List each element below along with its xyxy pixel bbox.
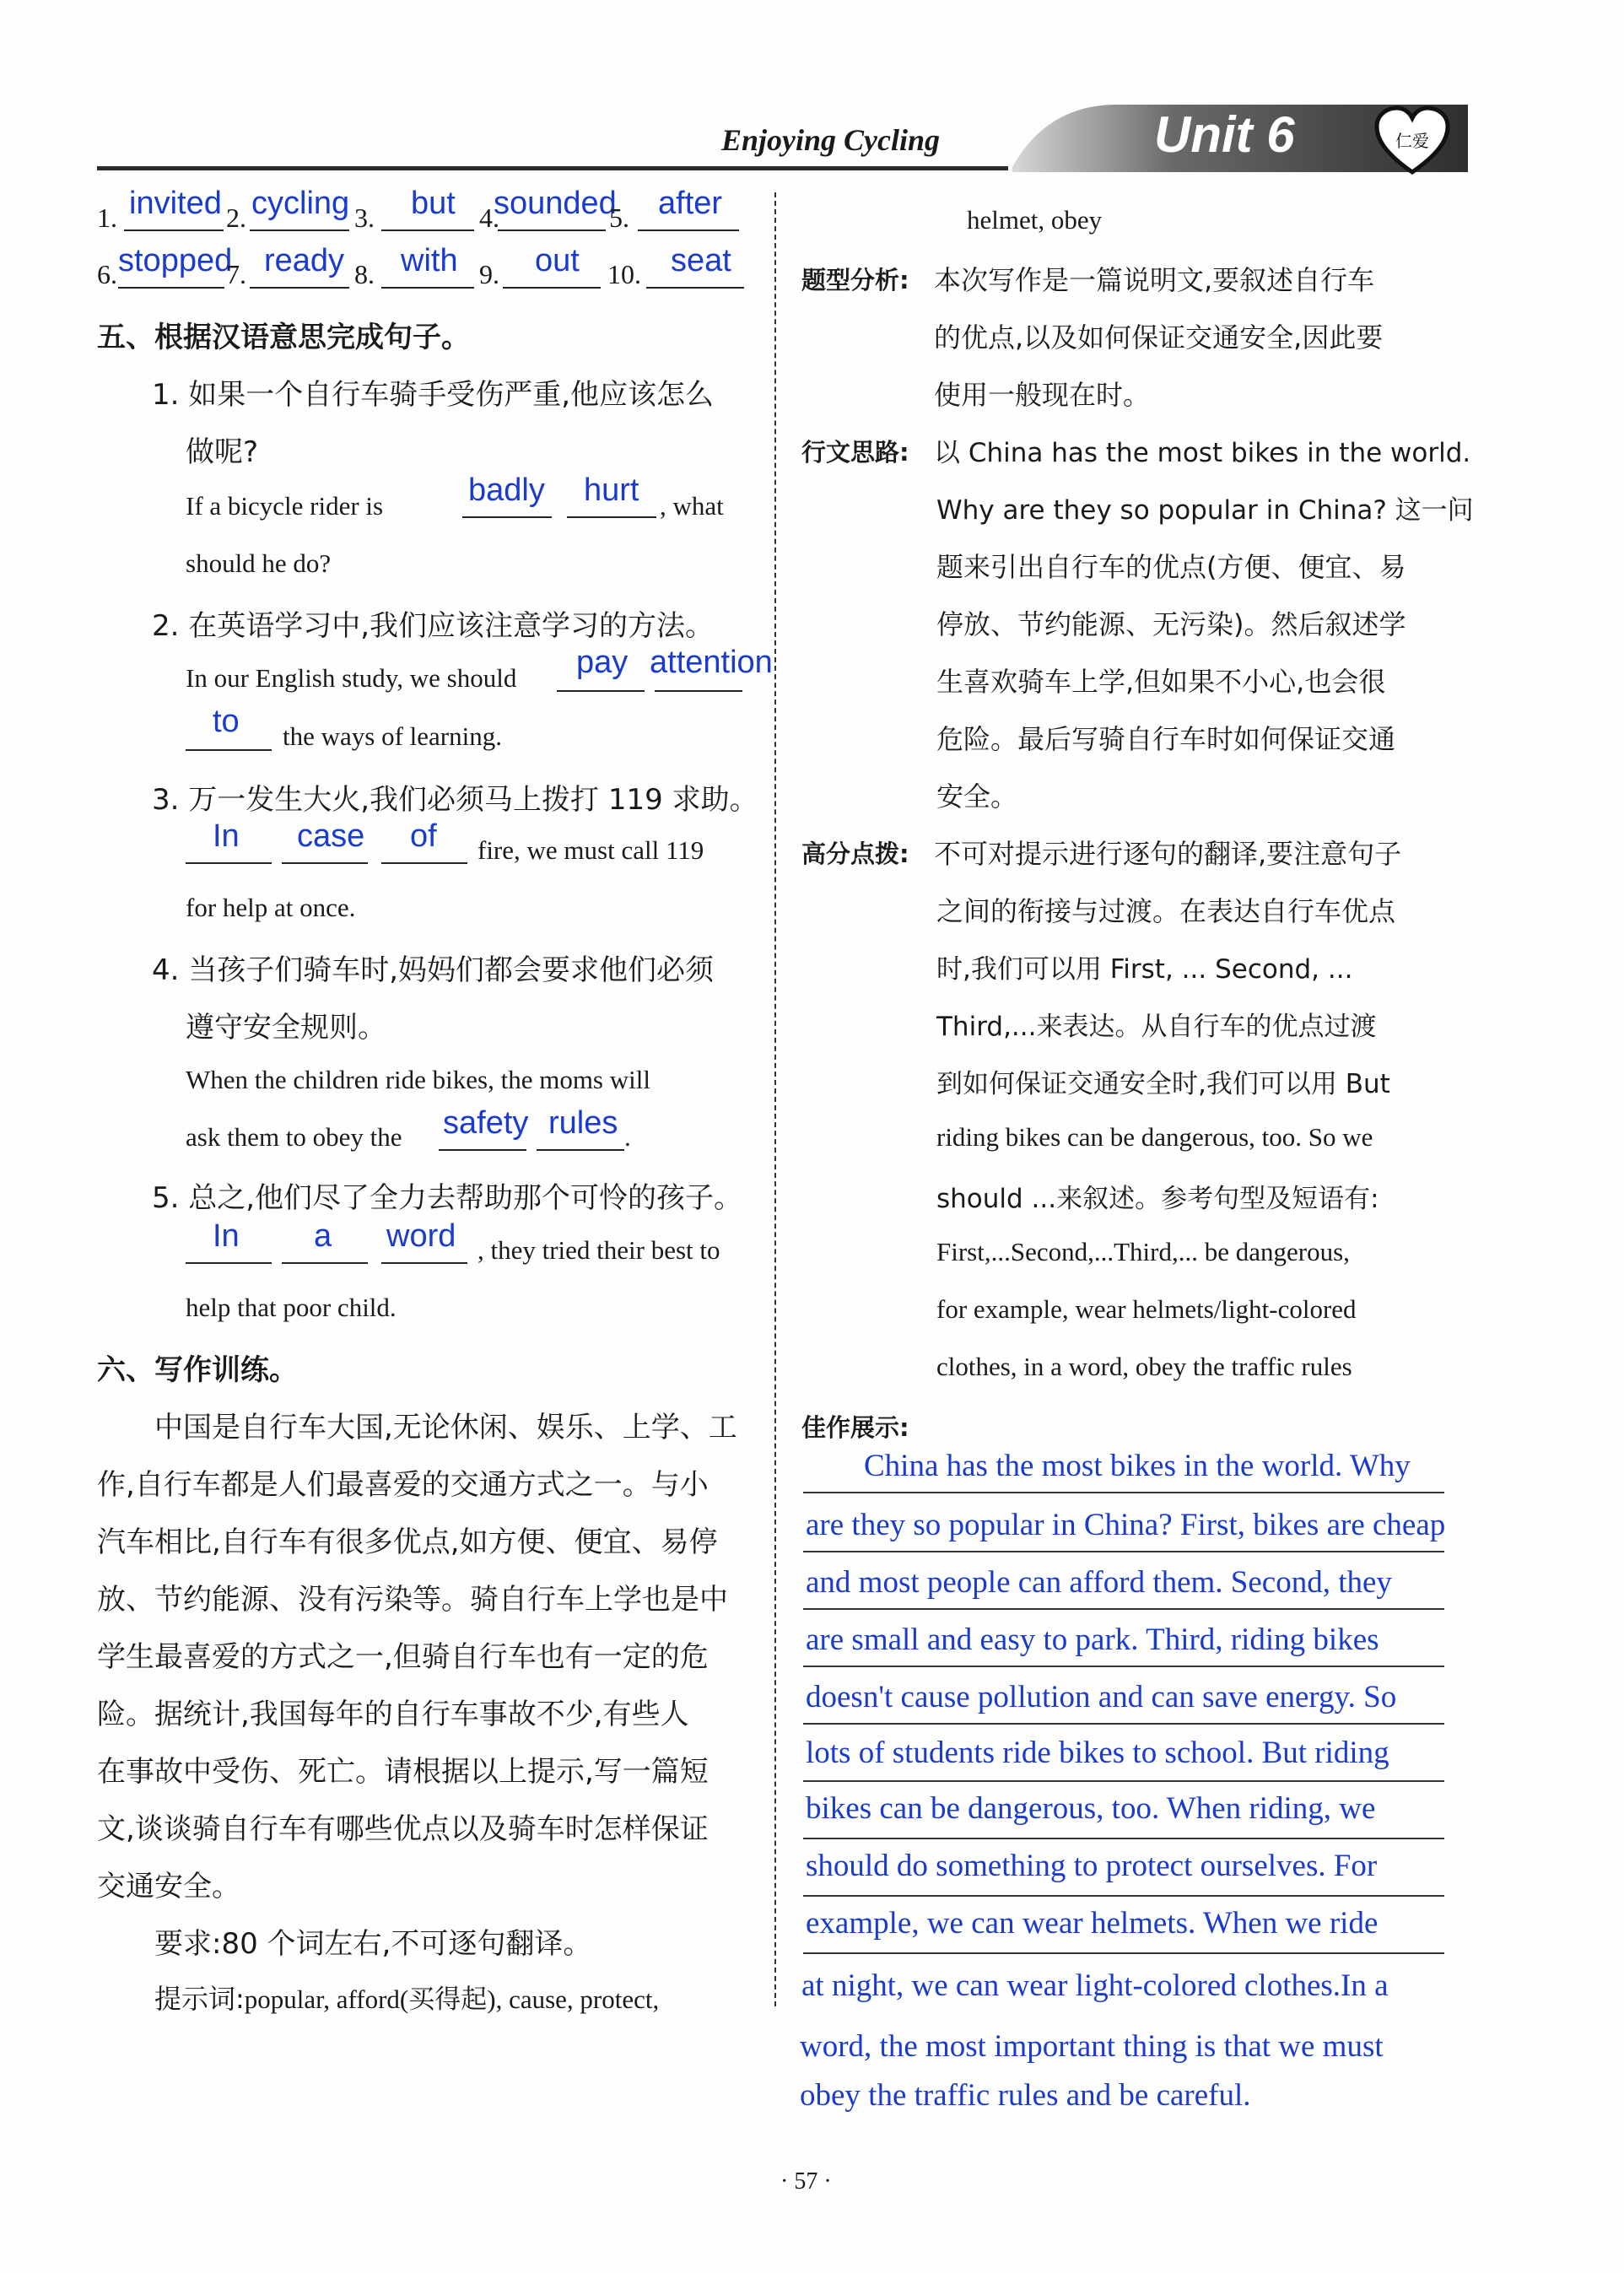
essay-line: and most people can afford them. Second, they	[806, 1565, 1392, 1600]
answer-line	[186, 749, 272, 751]
q1-chinese-line: 1. 如果一个自行车骑手受伤严重,他应该怎么	[152, 378, 715, 412]
answer-line	[381, 862, 467, 864]
q1-english-text: If a bicycle rider is	[186, 491, 384, 521]
tips-line: clothes, in a word, obey the traffic rules	[936, 1352, 1352, 1381]
essay-line: lots of students ride bikes to school. But riding	[806, 1736, 1389, 1770]
answer-line	[462, 516, 552, 518]
answer-line	[186, 862, 272, 864]
answer-line	[503, 287, 601, 289]
essay-rule	[803, 1492, 1444, 1493]
q2-answer: pay	[576, 645, 629, 680]
answer-line	[124, 229, 224, 231]
essay-rule	[803, 1666, 1444, 1667]
answer-line	[537, 1149, 624, 1151]
essay-line: word, the most important thing is that we must	[800, 2029, 1384, 2064]
prompt-line: 作,自行车都是人们最喜爱的交通方式之一。与小	[97, 1468, 709, 1502]
q5-english-text: , they tried their best to	[477, 1235, 720, 1265]
q1-english-text: , what	[660, 491, 724, 521]
tips-line: riding bikes can be dangerous, too. So we	[936, 1122, 1373, 1152]
blank-number: 8.	[354, 259, 375, 289]
q2-answer: to	[213, 704, 240, 739]
tips-line: 时,我们可以用 First, ... Second, ...	[936, 954, 1353, 985]
q5-answer: a	[314, 1218, 332, 1254]
essay-line: doesn't cause pollution and can save energy. So	[806, 1680, 1397, 1714]
hint-words-continued: helmet, obey	[967, 205, 1103, 235]
type-analysis-label: 题型分析:	[801, 266, 909, 294]
blank-answer: but	[411, 186, 456, 221]
tips-line: should ...来叙述。参考句型及短语有:	[936, 1184, 1379, 1214]
q1-english-line: should he do?	[186, 548, 332, 578]
q4-english-text: .	[624, 1122, 631, 1152]
essay-rule	[803, 1608, 1444, 1610]
heart-logo-icon	[1373, 105, 1451, 177]
svg-text:仁爱: 仁爱	[1395, 131, 1429, 151]
blank-number: 10.	[607, 259, 641, 289]
blank-answer: invited	[129, 186, 222, 221]
idea-line: 停放、节约能源、无污染)。然后叙述学	[936, 608, 1406, 640]
q3-english-text: fire, we must call 119	[477, 835, 704, 865]
q2-answer: attention	[650, 645, 773, 680]
q4-english-text: ask them to obey the	[186, 1122, 402, 1152]
tips-line: First,...Second,...Third,... be dangerous,	[936, 1237, 1350, 1266]
hint-line	[154, 1978, 659, 2017]
blank-answer: seat	[671, 243, 731, 278]
essay-rule	[803, 1952, 1444, 1954]
blank-answer: stopped	[118, 243, 233, 278]
q4-english-line: When the children ride bikes, the moms will	[186, 1065, 650, 1094]
answer-line	[381, 287, 474, 289]
q3-answer: case	[297, 818, 365, 854]
blank-number: 3.	[354, 202, 375, 233]
essay-line: are they so popular in China? First, bikes are cheap	[806, 1508, 1446, 1542]
essay-rule	[803, 1895, 1444, 1897]
tips-line: 到如何保证交通安全时,我们可以用 But	[936, 1069, 1390, 1099]
essay-rule	[803, 1723, 1444, 1725]
prompt-line: 交通安全。	[97, 1870, 240, 1903]
q5-answer: word	[386, 1218, 456, 1254]
q3-answer: In	[213, 818, 240, 854]
blank-answer: after	[658, 186, 723, 221]
q1-answer: hurt	[584, 472, 639, 508]
answer-line	[557, 690, 645, 692]
q4-answer: rules	[548, 1105, 618, 1141]
answer-line	[250, 287, 349, 289]
answer-line	[498, 229, 606, 231]
answer-line	[655, 690, 742, 692]
answer-line	[439, 1149, 526, 1151]
q3-english-line: for help at once.	[186, 893, 356, 922]
q2-english-text: In our English study, we should	[186, 663, 517, 693]
essay-line: obey the traffic rules and be careful.	[800, 2078, 1251, 2113]
section5-heading: 五、根据汉语意思完成句子。	[97, 321, 470, 354]
page-number: · 57 ·	[780, 2168, 832, 2195]
sample-label: 佳作展示:	[801, 1413, 909, 1442]
prompt-line: 学生最喜爱的方式之一,但骑自行车也有一定的危	[97, 1640, 709, 1674]
essay-rule	[803, 1551, 1444, 1552]
blank-number: 1.	[97, 202, 117, 233]
idea-line: 题来引出自行车的优点(方便、便宜、易	[936, 551, 1406, 583]
blank-number: 7.	[226, 259, 246, 289]
idea-line: 生喜欢骑车上学,但如果不小心,也会很	[936, 666, 1386, 698]
unit-label: Unit 6	[1154, 106, 1295, 163]
tips-line: for example, wear helmets/light-colored	[936, 1294, 1357, 1324]
blank-answer: cycling	[251, 186, 350, 221]
prompt-line: 放、节约能源、没有污染等。骑自行车上学也是中	[97, 1583, 728, 1617]
answer-line	[186, 1262, 272, 1264]
section6-heading: 六、写作训练。	[97, 1353, 298, 1387]
header-title: Enjoying Cycling	[721, 123, 941, 157]
essay-rule	[803, 1780, 1444, 1782]
essay-line: at night, we can wear light-colored clothes.In a	[801, 1968, 1389, 2003]
blank-number: 4.	[479, 202, 499, 233]
q4-chinese-line: 遵守安全规则。	[186, 1011, 386, 1045]
answer-line	[381, 229, 474, 231]
blank-answer: sounded	[494, 186, 617, 221]
q4-chinese-line: 4. 当孩子们骑车时,妈妈们都会要求他们必须	[152, 953, 715, 987]
q3-chinese-line: 3. 万一发生大火,我们必须马上拨打 119 求助。	[152, 783, 758, 817]
header-rule	[97, 166, 1008, 170]
hint-label: 提示词:	[154, 1983, 245, 2015]
q5-chinese-line: 5. 总之,他们尽了全力去帮助那个可怜的孩子。	[152, 1181, 743, 1215]
analysis-line: 的优点,以及如何保证交通安全,因此要	[934, 321, 1384, 354]
answer-line	[118, 287, 224, 289]
blank-answer: with	[401, 243, 458, 278]
q4-answer: safety	[443, 1105, 529, 1141]
essay-line: bikes can be dangerous, too. When riding, we	[806, 1791, 1376, 1826]
q1-answer: badly	[468, 472, 545, 508]
blank-number: 9.	[479, 259, 499, 289]
answer-line	[250, 229, 349, 231]
blank-number: 5.	[609, 202, 629, 233]
blank-answer: ready	[264, 243, 345, 278]
answer-line	[282, 862, 368, 864]
blank-number: 6.	[97, 259, 117, 289]
answer-line	[567, 516, 656, 518]
q3-answer: of	[410, 818, 437, 854]
answer-line	[646, 287, 744, 289]
essay-rule	[803, 1838, 1444, 1839]
column-divider	[774, 192, 776, 2006]
prompt-line: 在事故中受伤、死亡。请根据以上提示,写一篇短	[97, 1755, 709, 1789]
blank-number: 2.	[226, 202, 246, 233]
q1-chinese-line: 做呢?	[186, 435, 259, 469]
analysis-line: 本次写作是一篇说明文,要叙述自行车	[934, 264, 1375, 296]
answer-line	[282, 1262, 368, 1264]
blank-answer: out	[535, 243, 580, 278]
requirement-line: 要求:80 个词左右,不可逐句翻译。	[154, 1927, 592, 1961]
idea-line: 安全。	[936, 780, 1018, 813]
prompt-line: 汽车相比,自行车有很多优点,如方便、便宜、易停	[97, 1525, 718, 1559]
writing-idea-label: 行文思路:	[801, 438, 909, 467]
essay-line: are small and easy to park. Third, riding bikes	[806, 1622, 1379, 1657]
answer-line	[381, 1262, 467, 1264]
tips-line: 之间的衔接与过渡。在表达自行车优点	[936, 895, 1396, 927]
prompt-line: 中国是自行车大国,无论休闲、娱乐、上学、工	[154, 1411, 737, 1444]
q2-chinese-line: 2. 在英语学习中,我们应该注意学习的方法。	[152, 609, 715, 643]
q2-english-text: the ways of learning.	[283, 721, 502, 751]
essay-line: should do something to protect ourselves. For	[806, 1849, 1378, 1883]
idea-line: 危险。最后写骑自行车时如何保证交通	[936, 723, 1396, 755]
hint-words: popular, afford(买得起), cause, protect,	[244, 1984, 660, 2014]
analysis-line: 使用一般现在时。	[934, 379, 1151, 411]
idea-line: 以 China has the most bikes in the world.	[934, 438, 1471, 468]
essay-line: example, we can wear helmets. When we ride	[806, 1906, 1379, 1941]
tips-label: 高分点拨:	[801, 840, 909, 868]
idea-line: Why are they so popular in China? 这一问	[936, 495, 1474, 526]
tips-line: Third,...来表达。从自行车的优点过渡	[936, 1012, 1377, 1042]
prompt-line: 文,谈谈骑自行车有哪些优点以及骑车时怎样保证	[97, 1812, 709, 1846]
q5-english-line: help that poor child.	[186, 1293, 397, 1322]
q5-answer: In	[213, 1218, 240, 1254]
tips-line: 不可对提示进行逐句的翻译,要注意句子	[934, 838, 1402, 870]
essay-line: China has the most bikes in the world. Why	[864, 1449, 1411, 1483]
answer-line	[638, 229, 739, 231]
prompt-line: 险。据统计,我国每年的自行车事故不少,有些人	[97, 1698, 689, 1731]
